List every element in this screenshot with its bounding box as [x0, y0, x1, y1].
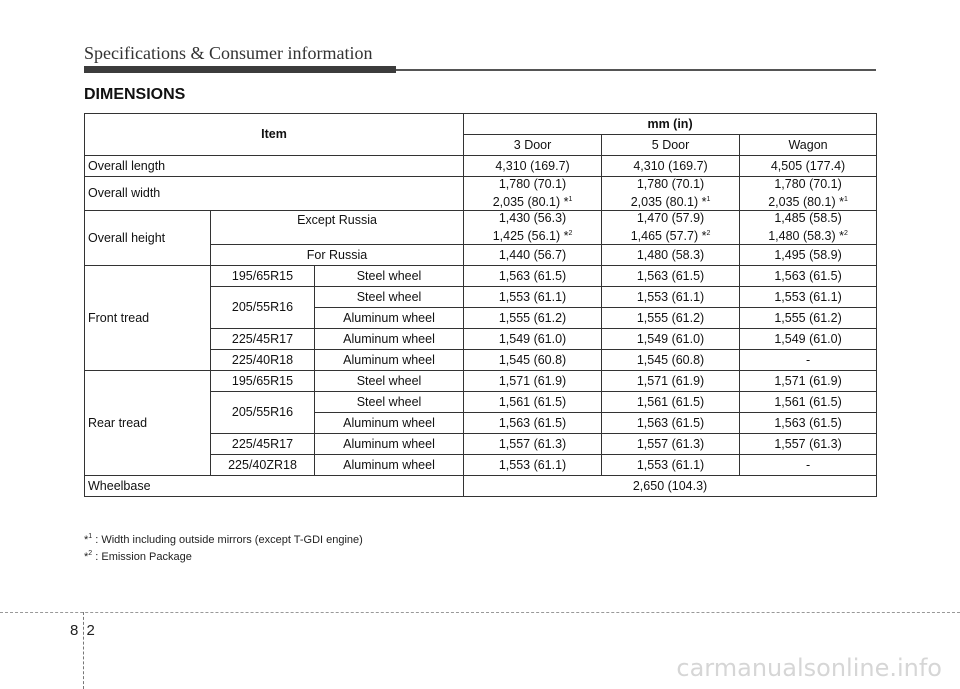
table-cell: 1,571 (61.9) [464, 371, 602, 392]
table-cell: 1,780 (70.1) 2,035 (80.1) *$^1$ [740, 177, 877, 211]
wheel-type: Aluminum wheel [315, 329, 464, 350]
tire-size: 205/55R16 [211, 392, 315, 434]
footnote: *$^2$ : Emission Package [84, 550, 192, 563]
table-cell: 1,480 (58.3) [602, 245, 740, 266]
table-cell: 1,563 (61.5) [740, 413, 877, 434]
table-row [85, 371, 877, 392]
table-cell: 1,557 (61.3) [740, 434, 877, 455]
sub-label: Except Russia [211, 211, 464, 245]
table-cell: 1,563 (61.5) [602, 266, 740, 287]
row-label: Rear tread [85, 371, 211, 476]
wheel-type: Aluminum wheel [315, 308, 464, 329]
table-cell: 1,563 (61.5) [464, 266, 602, 287]
table-cell: 1,557 (61.3) [464, 434, 602, 455]
footnotes [84, 533, 363, 567]
wheel-type: Aluminum wheel [315, 350, 464, 371]
table-cell: 4,310 (169.7) [464, 156, 602, 177]
unit-header: mm (in) [464, 114, 877, 135]
table-cell: 1,555 (61.2) [740, 308, 877, 329]
table-cell: 1,563 (61.5) [740, 266, 877, 287]
table-row [85, 156, 877, 177]
table-cell: 1,557 (61.3) [602, 434, 740, 455]
table-cell: 1,571 (61.9) [740, 371, 877, 392]
footnote-mark: 1 [843, 196, 848, 203]
tire-size: 195/65R15 [211, 266, 315, 287]
footnote: *$^1$ : Width including outside mirrors (except T-GDI engine) [84, 533, 363, 546]
column-header: 3 Door [464, 135, 602, 156]
footnote-mark: 2 [568, 230, 573, 237]
table-cell: 4,310 (169.7) [602, 156, 740, 177]
table-cell: 1,549 (61.0) [464, 329, 602, 350]
table-cell: 1,553 (61.1) [602, 287, 740, 308]
table-cell: 1,545 (60.8) [464, 350, 602, 371]
table-cell: 1,470 (57.9) 1,465 (57.7) *$^2$ [602, 211, 740, 245]
dimensions-table [84, 113, 877, 497]
tire-size: 225/45R17 [211, 434, 315, 455]
tire-size: 225/40R18 [211, 350, 315, 371]
header-bar [84, 66, 396, 73]
row-label: Overall width [85, 177, 464, 211]
tire-size: 225/40ZR18 [211, 455, 315, 476]
table-cell: 1,553 (61.1) [464, 455, 602, 476]
item-header: Item [85, 114, 464, 156]
page-number: 8 2 [70, 622, 97, 639]
column-header: 5 Door [602, 135, 740, 156]
page-header-title: Specifications & Consumer information [84, 43, 373, 63]
table-cell: 1,553 (61.1) [740, 287, 877, 308]
footnote-mark: 2 [843, 230, 848, 237]
table-cell: 1,555 (61.2) [464, 308, 602, 329]
table-cell: 1,561 (61.5) [740, 392, 877, 413]
table-row [85, 266, 877, 287]
table-cell: 1,561 (61.5) [464, 392, 602, 413]
wheel-type: Aluminum wheel [315, 455, 464, 476]
footnote-mark: 2 [706, 230, 711, 237]
table-cell: 1,553 (61.1) [464, 287, 602, 308]
table-cell: 1,780 (70.1) 2,035 (80.1) *$^1$ [602, 177, 740, 211]
table-cell: 1,440 (56.7) [464, 245, 602, 266]
table-cell: - [740, 455, 877, 476]
table-cell: 1,549 (61.0) [740, 329, 877, 350]
tire-size: 195/65R15 [211, 371, 315, 392]
wheel-type: Steel wheel [315, 392, 464, 413]
watermark: carmanualsonline.info [676, 654, 942, 682]
table-cell: 1,563 (61.5) [464, 413, 602, 434]
wheel-type: Aluminum wheel [315, 434, 464, 455]
table-cell: 1,553 (61.1) [602, 455, 740, 476]
sub-label: For Russia [211, 245, 464, 266]
footnote-mark: 1 [568, 196, 573, 203]
table-cell: 1,430 (56.3) 1,425 (56.1) *$^2$ [464, 211, 602, 245]
row-label: Wheelbase [85, 476, 464, 497]
tire-size: 225/45R17 [211, 329, 315, 350]
row-label: Overall height [85, 211, 211, 266]
table-cell: 1,571 (61.9) [602, 371, 740, 392]
table-row [85, 177, 877, 211]
table-cell: 2,650 (104.3) [464, 476, 877, 497]
section-title: DIMENSIONS [84, 86, 186, 103]
table-cell: 1,780 (70.1) 2,035 (80.1) *$^1$ [464, 177, 602, 211]
table-cell: 1,563 (61.5) [602, 413, 740, 434]
wheel-type: Steel wheel [315, 287, 464, 308]
table-cell: 1,561 (61.5) [602, 392, 740, 413]
wheel-type: Aluminum wheel [315, 413, 464, 434]
table-row [85, 476, 877, 497]
table-cell: 1,555 (61.2) [602, 308, 740, 329]
wheel-type: Steel wheel [315, 371, 464, 392]
tire-size: 205/55R16 [211, 287, 315, 329]
wheel-type: Steel wheel [315, 266, 464, 287]
row-label: Overall length [85, 156, 464, 177]
page-divider [0, 612, 960, 613]
footnote-mark: 1 [706, 196, 711, 203]
table-cell: 1,545 (60.8) [602, 350, 740, 371]
table-cell: 4,505 (177.4) [740, 156, 877, 177]
table-cell: 1,485 (58.5) 1,480 (58.3) *$^2$ [740, 211, 877, 245]
table-cell: 1,549 (61.0) [602, 329, 740, 350]
table-row [85, 211, 877, 245]
column-header: Wagon [740, 135, 877, 156]
table-cell: - [740, 350, 877, 371]
row-label: Front tread [85, 266, 211, 371]
table-cell: 1,495 (58.9) [740, 245, 877, 266]
